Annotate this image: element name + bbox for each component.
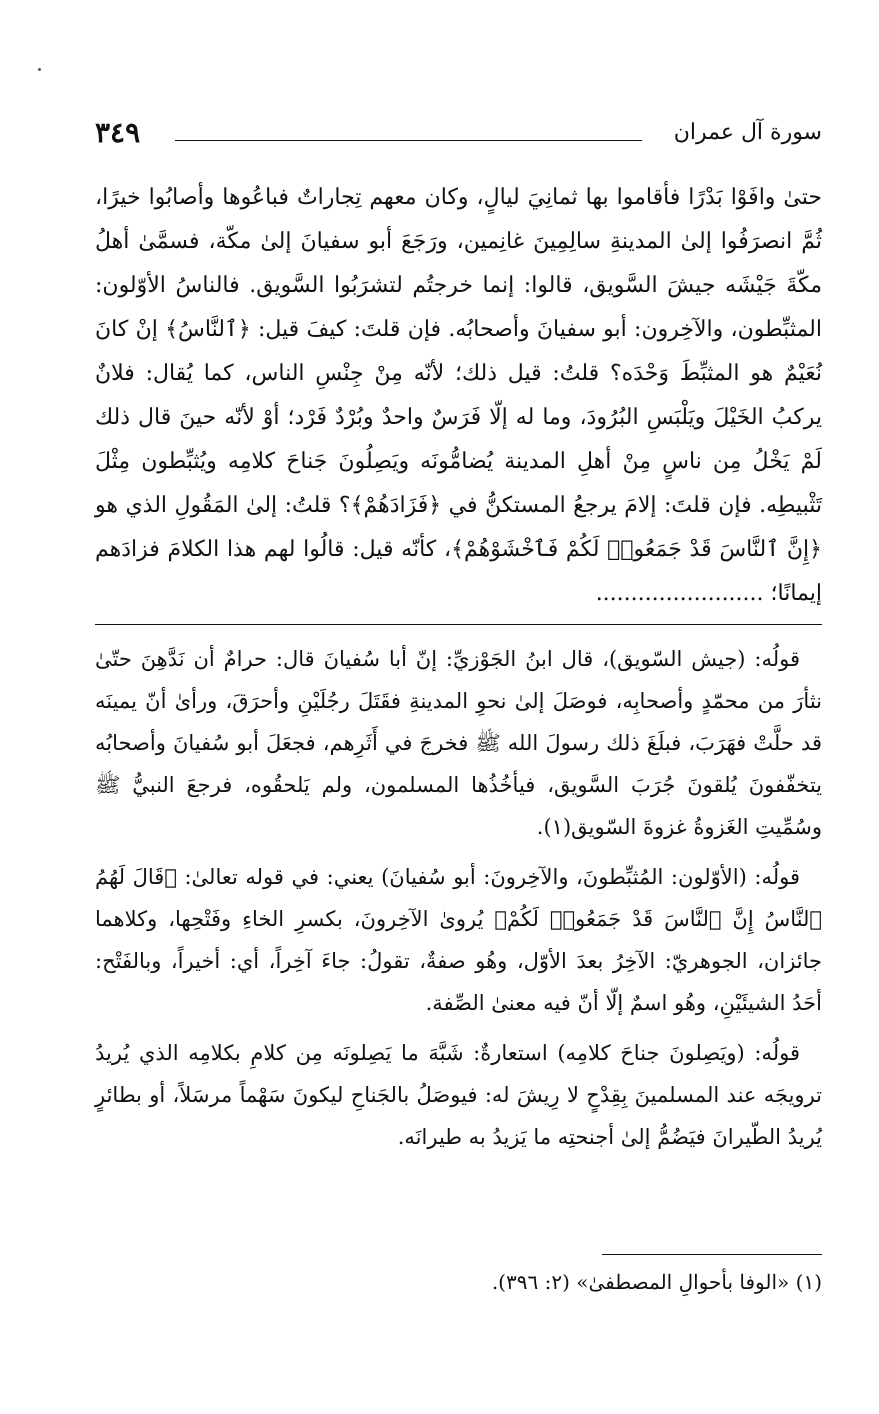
commentary <box>95 638 822 1166</box>
header-rule <box>175 140 642 141</box>
footnote-rule <box>602 1254 822 1255</box>
main-text <box>95 176 822 616</box>
main-paragraph: حتىٰ وافَوْا بَدْرًا فأقاموا بها ثمانِيَ ليالٍ، وكان معهم تِجاراتٌ فباعُوها وأصابُوا خيرًا، ثُمَّ انصرَفُوا إلىٰ المدينةِ سالِمِينَ غانِمين، ورَجَعَ أبو سفيانَ إلىٰ مكّة، فسمَّىٰ أهلُ مكّةَ جَيْشَه جيشَ السَّويق، قالوا: إنما خرجتُم لتشرَبُوا السَّويق. فالناسُ الأوّلون: المثبِّطون، والآخِرون: أبو سفيانَ وأصحابُه. فإن قلتَ: كيفَ قيل: ﴿ٱلنَّاسُ﴾ إنْ كانَ نُعَيْمٌ هو المثبِّطَ وَحْدَه؟ قلتُ: قيل ذلك؛ لأنّه مِنْ جِنْسِ الناس، كما يُقال: فلانٌ يركبُ الخَيْلَ ويَلْبَسِ البُرُودَ، وما له إلّا فَرَسٌ واحدٌ وبُرْدٌ فَرْد؛ أوْ لأنّه حينَ قال ذلك لَمْ يَخْلُ مِن ناسٍ مِنْ أهلِ المدينة يُضامُّونَه ويَصِلُونَ جَناحَ كلامِه ويُثبِّطون مِثْلَ تَثْبيطِه. فإن قلتَ: إلامَ يرجعُ المستكنُّ في ﴿فَزَادَهُمْ﴾؟ قلتُ: إلىٰ المَقُولِ الذي هو ﴿إِنَّ ٱلنَّاسَ قَدْ جَمَعُوا۟ لَكُمْ فَٱخْشَوْهُمْ﴾، كأنّه قيل: قالُوا لهم هذا الكلامَ فزادَهم إيمانًا؛ ........................ <box>95 185 822 606</box>
commentary-paragraph: قولُه: (جيش السّويق)، قال ابنُ الجَوْزيِّ: إنّ أبا سُفيانَ قال: حرامٌ أن نَدَّهِنَ حتّىٰ نثأرَ من محمّدٍ وأصحابِه، فوصَلَ إلىٰ نحوِ المدينةِ فقَتَلَ رجُلَيْنِ وأحرَقَ، ورأىٰ أنّ يمينَه قد حلَّتْ فهَرَبَ، فبلَغَ ذلك رسولَ الله ﷺ فخرجَ في أَثَرِهم، فجعَلَ أبو سُفيانَ وأصحابُه يتخفّفونَ يُلقونَ جُرَبَ السَّويق، فيأخُذُها المسلمون، ولم يَلحقُوه، فرجعَ النبيُّ ﷺ وسُمِّيتِ الغَزوةُ غزوةَ السّويق(١). <box>95 647 822 839</box>
text-separator-rule <box>95 624 822 625</box>
page-number: ٣٤٩ <box>95 116 141 149</box>
surah-title: سورة آل عمران <box>673 120 822 145</box>
scan-speck <box>38 68 41 71</box>
commentary-paragraph: قولُه: (ويَصِلونَ جناحَ كلامِه) استعارةٌ: شَبَّهَ ما يَصِلونَه مِن كلامِ بكلامِه الذي يُريدُ ترويجَه عند المسلمينَ بِقِدْحٍ لا رِيشَ له: فيوصَلُ بالجَناحِ ليكونَ سَهْماً مرسَلاً، أو بطائرٍ يُريدُ الطّيرانَ فيَضُمُّ إلىٰ أجنحتِه ما يَزيدُ به طيرانَه. <box>95 1041 822 1149</box>
running-header <box>95 116 822 156</box>
footnote: (١) «الوفا بأحوالِ المصطفىٰ» (٢: ٣٩٦). <box>491 1270 822 1294</box>
commentary-paragraph: قولُه: (الأوّلون: المُثبِّطونَ، والآخِرونَ: أبو سُفيانَ) يعني: في قوله تعالىٰ: ﴿قَالَ لَهُمُ ٱلنَّاسُ إِنَّ ٱلنَّاسَ قَدْ جَمَعُوا۟ لَكُمْ﴾ يُروىٰ الآخِرونَ، بكسرِ الخاءِ وفَتْحِها، وكلاهما جائزان، الجوهريّ: الآخِرُ بعدَ الأوّل، وهُو صفةٌ، تقولُ: جاءَ آخِراً، أي: أخيراً، وبالفَتْح: أحَدُ الشيئَيْنِ، وهُو اسمٌ إلّا أنّ فيه معنىٰ الصِّفة. <box>95 865 822 1015</box>
